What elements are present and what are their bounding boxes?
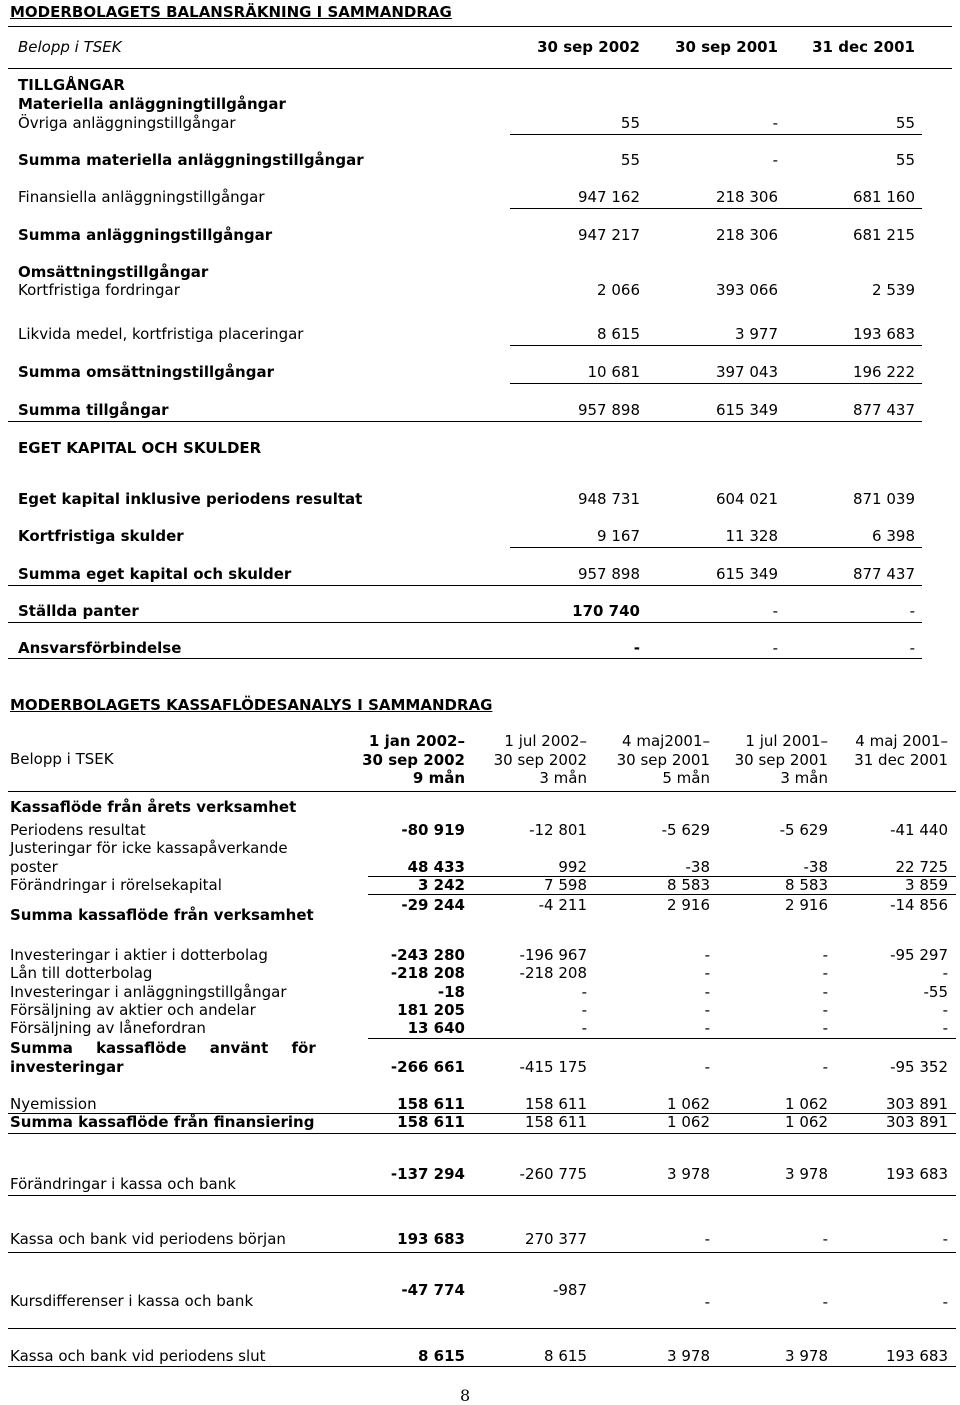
cf-col-header: 1 jan 2002–: [368, 732, 465, 750]
row-value: -: [704, 1230, 710, 1248]
row-value: 947 217: [577, 226, 640, 244]
row-label: Investeringar i anläggningstillgångar: [10, 983, 287, 1001]
row-value: -: [942, 1001, 948, 1019]
balance-row: [0, 113, 960, 133]
row-value: -: [581, 1019, 587, 1037]
row-value: -: [704, 964, 710, 982]
section-rule: [8, 622, 922, 623]
row-value: 8 583: [785, 876, 828, 894]
balance-row: [0, 324, 960, 344]
row-value: 196 222: [852, 363, 915, 381]
row-value: -: [942, 1019, 948, 1037]
sum-rule: [368, 1038, 956, 1039]
row-value: 158 611: [397, 1113, 465, 1131]
sum-rule: [368, 894, 956, 895]
row-value: 871 039: [852, 490, 915, 508]
row-value: 992: [558, 858, 587, 876]
current-assets-heading: Omsättningstillgångar: [18, 263, 209, 281]
equity-heading: EGET KAPITAL OCH SKULDER: [18, 439, 262, 457]
operating-heading: Kassaflöde från årets verksamhet: [10, 798, 297, 816]
balance-title: MODERBOLAGETS BALANSRÄKNING I SAMMANDRAG: [10, 3, 452, 21]
balance-unit-label: Belopp i TSEK: [18, 38, 122, 56]
row-value: 2 539: [872, 281, 915, 299]
row-value: 10 681: [587, 363, 640, 381]
assets-heading-row: [0, 75, 960, 95]
balance-row: [0, 187, 960, 207]
row-value: 1 062: [667, 1095, 710, 1113]
cf-col-header: 31 dec 2001: [854, 751, 948, 769]
row-label: Kassa och bank vid periodens början: [10, 1230, 286, 1248]
balance-row: [0, 280, 960, 300]
tangible-heading-row: [0, 94, 960, 114]
row-value: -: [704, 946, 710, 964]
section-rule: [8, 585, 922, 586]
row-value: -987: [552, 1281, 587, 1299]
row-value: -38: [803, 858, 828, 876]
row-value: -: [909, 639, 915, 657]
row-value: -29 244: [401, 896, 465, 914]
row-value: 193 683: [885, 1347, 948, 1365]
cf-col-header: 4 maj 2001–: [855, 732, 948, 750]
row-value: 9 167: [597, 527, 640, 545]
row-value: -: [909, 602, 915, 620]
row-value: 947 162: [577, 188, 640, 206]
row-value: -: [704, 983, 710, 1001]
balance-row: [0, 362, 960, 382]
row-value: -55: [923, 983, 948, 1001]
row-value: -: [942, 1293, 948, 1311]
row-value: -266 661: [390, 1058, 465, 1076]
row-value: 3 977: [735, 325, 778, 343]
row-value: 3 242: [418, 876, 465, 894]
row-value: -: [822, 983, 828, 1001]
cf-col-header: 30 sep 2002: [493, 751, 587, 769]
row-value: 303 891: [885, 1095, 948, 1113]
header-rule: [8, 68, 952, 69]
row-label: Eget kapital inklusive periodens resultat: [18, 490, 363, 508]
cf-header-rule: [8, 791, 956, 792]
row-label: Periodens resultat: [10, 821, 146, 839]
row-value: 8 583: [667, 876, 710, 894]
cf-col-header: 9 mån: [412, 769, 465, 787]
row-value: -: [822, 964, 828, 982]
row-value: -: [822, 1019, 828, 1037]
section-rule: [8, 421, 922, 422]
row-label: Summa anläggningstillgångar: [18, 226, 273, 244]
row-value: 2 916: [785, 896, 828, 914]
current-heading-row: [0, 262, 960, 282]
row-value: 615 349: [715, 401, 778, 419]
row-label: Försäljning av lånefordran: [10, 1019, 206, 1037]
row-value: -415 175: [519, 1058, 587, 1076]
section-rule: [8, 658, 922, 659]
row-label: Kortfristiga skulder: [18, 527, 184, 545]
row-value: 397 043: [715, 363, 778, 381]
row-label: Summa eget kapital och skulder: [18, 565, 292, 583]
balance-header-row: [0, 37, 960, 57]
row-value: 877 437: [852, 565, 915, 583]
row-label: Nyemission: [10, 1095, 97, 1113]
sum-rule: [510, 208, 922, 209]
row-value: 604 021: [715, 490, 778, 508]
row-value: 48 433: [407, 858, 465, 876]
row-label: Kursdifferenser i kassa och bank: [10, 1292, 254, 1310]
row-value: -95 297: [890, 946, 948, 964]
row-value: 3 978: [785, 1347, 828, 1365]
balance-col-header: 30 sep 2001: [675, 38, 778, 56]
row-label: Förändringar i kassa och bank: [10, 1175, 236, 1193]
row-value: -5 629: [661, 821, 710, 839]
balance-col-header: 30 sep 2002: [537, 38, 640, 56]
row-label: Justeringar för icke kassapåverkande: [10, 839, 288, 857]
cf-col-header: 3 mån: [780, 769, 828, 787]
row-value: 303 891: [885, 1113, 948, 1131]
top-rule: [8, 26, 952, 27]
balance-row: [0, 225, 960, 245]
balance-row: [0, 400, 960, 420]
cf-col-header: 30 sep 2001: [734, 751, 828, 769]
row-value: 957 898: [577, 565, 640, 583]
sum-rule: [510, 134, 922, 135]
row-value: 8 615: [544, 1347, 587, 1365]
row-value: 1 062: [785, 1113, 828, 1131]
row-label: Summa kassaflöde använt för: [10, 1039, 316, 1057]
row-label: Ansvarsförbindelse: [18, 639, 182, 657]
row-label: Övriga anläggningstillgångar: [18, 114, 236, 132]
row-label: Kortfristiga fordringar: [18, 281, 180, 299]
row-value: 11 328: [725, 527, 778, 545]
balance-row: [0, 489, 960, 509]
row-value: -: [704, 1058, 710, 1076]
row-value: 193 683: [885, 1165, 948, 1183]
row-value: 948 731: [577, 490, 640, 508]
section-rule: [8, 1133, 956, 1134]
row-value: 877 437: [852, 401, 915, 419]
row-value: 1 062: [667, 1113, 710, 1131]
row-value: -4 211: [538, 896, 587, 914]
row-value: 158 611: [524, 1095, 587, 1113]
row-value: 8 615: [597, 325, 640, 343]
section-rule: [8, 1366, 956, 1367]
section-rule: [8, 1195, 956, 1196]
balance-row: [0, 150, 960, 170]
row-value: 270 377: [524, 1230, 587, 1248]
row-value: 7 598: [544, 876, 587, 894]
assets-heading: TILLGÅNGAR: [18, 76, 125, 94]
cf-col-header: 30 sep 2002: [362, 751, 465, 769]
row-label: Likvida medel, kortfristiga placeringar: [18, 325, 304, 343]
row-value: -: [822, 946, 828, 964]
section-rule: [8, 1328, 956, 1329]
row-value: -260 775: [519, 1165, 587, 1183]
row-value: -: [772, 151, 778, 169]
row-value: -: [772, 114, 778, 132]
balance-row: [0, 564, 960, 584]
row-value: -: [822, 1293, 828, 1311]
row-label: Summa tillgångar: [18, 401, 169, 419]
sum-rule: [510, 547, 922, 548]
row-value: 2 916: [667, 896, 710, 914]
sum-rule: [510, 345, 922, 346]
row-value: -: [772, 639, 778, 657]
row-value: 218 306: [715, 188, 778, 206]
row-value: 170 740: [572, 602, 640, 620]
sum-rule: [510, 383, 922, 384]
row-value: 957 898: [577, 401, 640, 419]
cf-col-header: 30 sep 2001: [616, 751, 710, 769]
row-value: 2 066: [597, 281, 640, 299]
row-value: 55: [895, 151, 915, 169]
row-value: -243 280: [390, 946, 465, 964]
row-label: Investeringar i aktier i dotterbolag: [10, 946, 268, 964]
row-value: 3 978: [667, 1347, 710, 1365]
row-value: -95 352: [890, 1058, 948, 1076]
row-value: 193 683: [852, 325, 915, 343]
cashflow-title: MODERBOLAGETS KASSAFLÖDESANALYS I SAMMANDRAG: [10, 696, 493, 714]
row-value: 6 398: [872, 527, 915, 545]
row-value: -5 629: [779, 821, 828, 839]
row-value: -: [581, 1001, 587, 1019]
row-value: -14 856: [890, 896, 948, 914]
row-value: -47 774: [401, 1281, 465, 1299]
row-label: Summa kassaflöde från finansiering: [10, 1113, 315, 1131]
balance-col-header: 31 dec 2001: [812, 38, 915, 56]
row-value: 681 160: [852, 188, 915, 206]
row-value: -80 919: [401, 821, 465, 839]
balance-row: [0, 526, 960, 546]
row-value: 3 978: [785, 1165, 828, 1183]
row-value: -: [822, 1230, 828, 1248]
cf-col-header: 3 mån: [539, 769, 587, 787]
cf-col-header: 4 maj2001–: [622, 732, 710, 750]
row-value: 22 725: [895, 858, 948, 876]
row-value: 393 066: [715, 281, 778, 299]
row-label-cont: poster: [10, 858, 58, 876]
row-value: 1 062: [785, 1095, 828, 1113]
row-value: -: [633, 639, 640, 657]
cf-col-header: 5 mån: [662, 769, 710, 787]
row-value: 158 611: [524, 1113, 587, 1131]
row-value: -137 294: [390, 1165, 465, 1183]
cf-col-header: 1 jul 2002–: [504, 732, 587, 750]
section-rule: [8, 1252, 956, 1253]
row-value: 55: [620, 151, 640, 169]
tangible-heading: Materiella anläggningtillgångar: [18, 95, 286, 113]
row-value: 3 859: [905, 876, 948, 894]
row-value: -: [704, 1293, 710, 1311]
row-value: -218 208: [390, 964, 465, 982]
row-value: 55: [895, 114, 915, 132]
row-label: Summa omsättningstillgångar: [18, 363, 274, 381]
cashflow-unit-label: Belopp i TSEK: [10, 750, 114, 768]
row-value: 3 978: [667, 1165, 710, 1183]
balance-row: [0, 638, 960, 658]
row-value: -: [704, 1019, 710, 1037]
row-label: Summa materiella anläggningstillgångar: [18, 151, 364, 169]
row-value: -41 440: [890, 821, 948, 839]
cf-col-header: 1 jul 2001–: [745, 732, 828, 750]
row-value: -38: [685, 858, 710, 876]
row-value: -: [581, 983, 587, 1001]
row-value: -218 208: [519, 964, 587, 982]
row-value: 681 215: [852, 226, 915, 244]
row-value: -: [942, 964, 948, 982]
row-label: Lån till dotterbolag: [10, 964, 153, 982]
row-value: -: [822, 1001, 828, 1019]
row-value: -12 801: [529, 821, 587, 839]
row-value: 13 640: [407, 1019, 465, 1037]
row-value: -: [772, 602, 778, 620]
row-value: 158 611: [397, 1095, 465, 1113]
row-value: 8 615: [418, 1347, 465, 1365]
row-value: 615 349: [715, 565, 778, 583]
row-value: -18: [437, 983, 465, 1001]
balance-row: [0, 601, 960, 621]
page-number: 8: [460, 1386, 471, 1405]
row-label: Försäljning av aktier och andelar: [10, 1001, 256, 1019]
row-label: Finansiella anläggningstillgångar: [18, 188, 265, 206]
row-label: Ställda panter: [18, 602, 139, 620]
row-value: -196 967: [519, 946, 587, 964]
row-value: -: [704, 1001, 710, 1019]
row-value: 193 683: [397, 1230, 465, 1248]
row-label: Kassa och bank vid periodens slut: [10, 1347, 266, 1365]
row-value: -: [942, 1230, 948, 1248]
row-label: Förändringar i rörelsekapital: [10, 876, 222, 894]
row-value: 181 205: [397, 1001, 465, 1019]
equity-heading-row: [0, 438, 960, 458]
row-value: -: [822, 1058, 828, 1076]
row-label: Summa kassaflöde från verksamhet: [10, 906, 314, 924]
row-value: 55: [620, 114, 640, 132]
row-value: 218 306: [715, 226, 778, 244]
row-label-cont: investeringar: [10, 1058, 124, 1076]
